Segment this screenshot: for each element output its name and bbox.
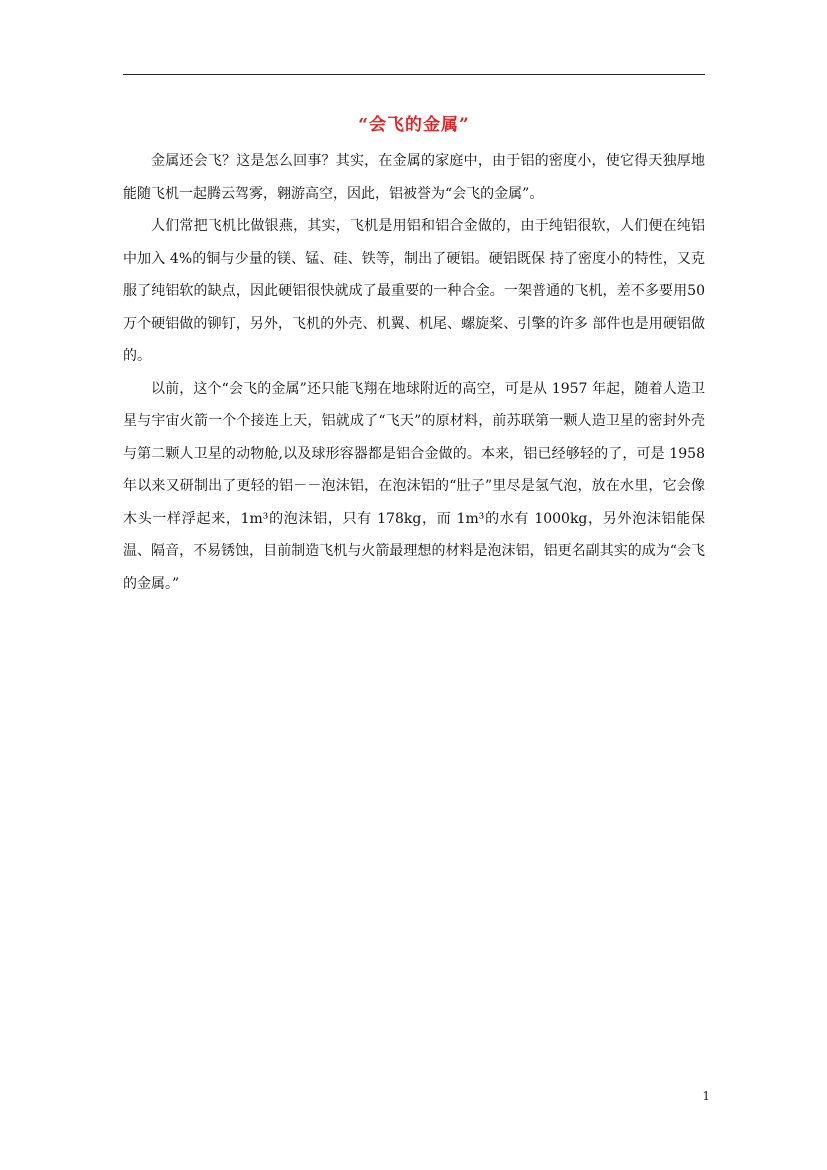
document-body	[123, 145, 705, 600]
header-rule	[123, 74, 705, 75]
paragraph-1: 金属还会飞？这是怎么回事？其实，在金属的家庭中，由于铝的密度小，使它得天独厚地能随飞机一起腾云驾雾，翱游高空，因此，铝被誉为“会飞的金属”。	[123, 153, 705, 202]
document-title: “会飞的金属”	[358, 115, 470, 135]
paragraph-3: 以前，这个“会飞的金属”还只能飞翔在地球附近的高空，可是从 1957 年起，随着人造卫星与宇宙火箭一个个接连上天，铝就成了“飞天”的原材料，前苏联第一颗人造卫星的密封外壳与第二颗人卫星的动物舱,以及球形容器都是铝合金做的。本来，铝已经够轻的了，可是 1958 年以来又研制出了更轻的铝－－泡沫铝，在泡沫铝的“肚子”里尽是氢气泡，放在水里，它会像木头一样浮起来，1m³的泡沫铝，只有 178kg，而 1m³的水有 1000kg，另外泡沫铝能保温、隔音，不易锈蚀，目前制造飞机与火箭最理想的材料是泡沫铝，铝更名副其实的成为“会飞的金属。”	[123, 380, 705, 592]
page-number: 1	[702, 1089, 710, 1103]
paragraph-2: 人们常把飞机比做银燕，其实，飞机是用铝和铝合金做的，由于纯铝很软，人们便在纯铝中加入 4%的铜与少量的镁、锰、硅、铁等，制出了硬铝。硬铝既保 持了密度小的特性，又克服了纯铝软的缺点，因此硬铝很快就成了最重要的一种合金。一架普通的飞机，差不多要用50万个硬铝做的铆钉，另外，飞机的外壳、机翼、机尾、螺旋桨、引擎的许多 部件也是用硬铝做的。	[123, 218, 705, 364]
